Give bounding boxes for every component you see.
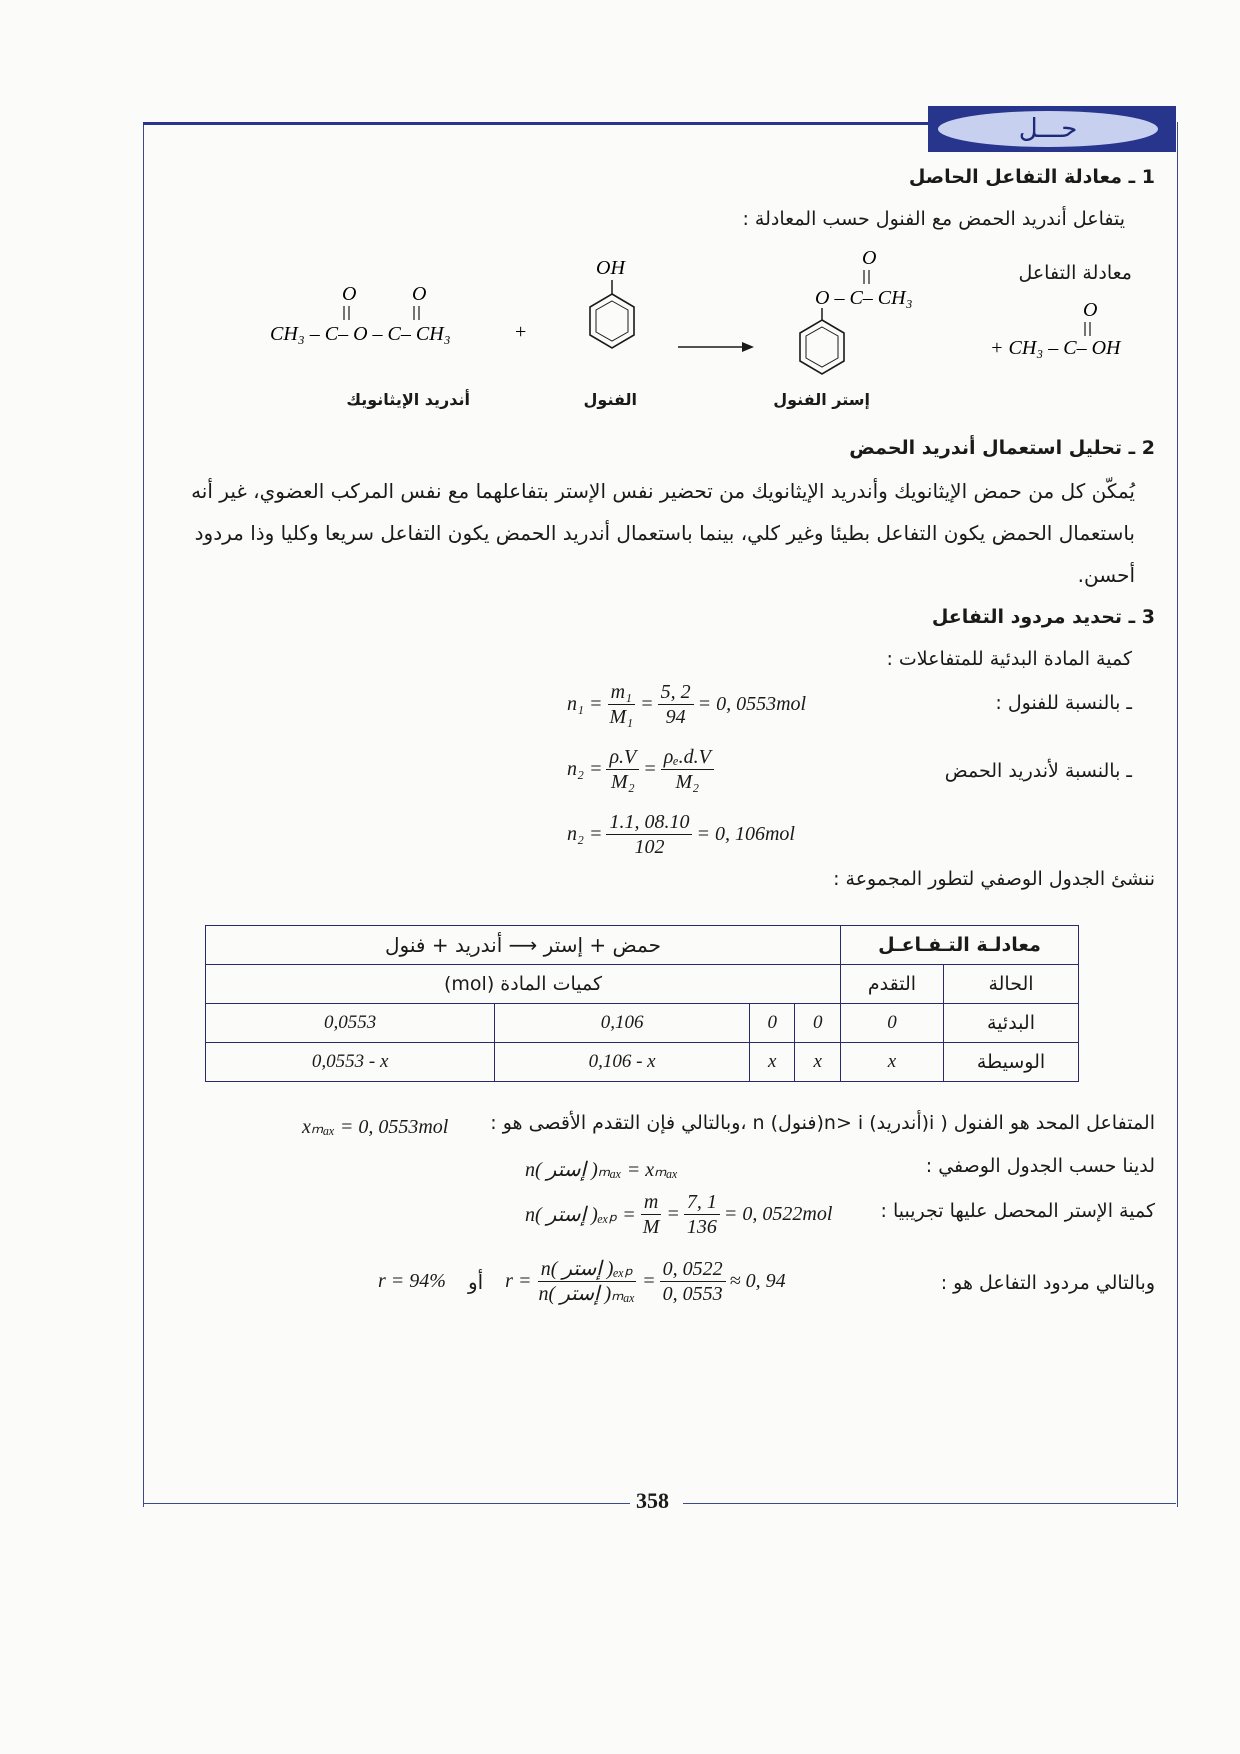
carbonyl-o-1: O (342, 283, 357, 305)
section1-heading: 1 ـ معادلة التفاعل الحاصل (908, 166, 1155, 188)
anhydride-cell: 0,106 - x (495, 1043, 750, 1082)
n2b-num: 1.1, 08.10 (606, 810, 692, 835)
n1-lhs: n₁ = (567, 693, 603, 715)
n1-result: = 0, 0553mol (697, 693, 807, 715)
section2-heading: 2 ـ تحليل استعمال أندريد الحمض (849, 437, 1155, 459)
r-den2: 0, 0553 (662, 1283, 723, 1305)
table-intro: ننشئ الجدول الوصفي لتطور المجموعة : (833, 868, 1155, 890)
nexp-den: M (642, 1216, 660, 1238)
nexp-num: m (641, 1190, 661, 1215)
phenol-cell: 0,0553 (206, 1004, 495, 1043)
nexp-equation: n( إستر )ₑₓₚ = $\frac{m}{M}$ = $\frac{7, 1}{136}$ = 0, 0522mol (525, 1191, 833, 1238)
n2-num2: ρₑ.d.V (661, 745, 714, 770)
quantities-header: كميات المادة (mol) (206, 965, 841, 1004)
solution-badge-label: حـــل (938, 111, 1158, 147)
for-phenol-label: ـ بالنسبة للفنول : (995, 692, 1132, 714)
r-den: n( إستر )ₘₐₓ (538, 1283, 636, 1305)
plus-sign: + (515, 321, 527, 343)
n1-den: M₁ (609, 706, 634, 728)
nmax-equation: n( إستر )ₘₐₓ = xₘₐₓ (525, 1159, 679, 1181)
phenol-ring (590, 294, 634, 348)
carbonyl-o-2: O (412, 283, 427, 305)
table-row (206, 1043, 1079, 1082)
or-word: أو (467, 1269, 484, 1294)
nexp-result: = 0, 0522mol (723, 1203, 833, 1225)
experimental-label: كمية الإستر المحصل عليها تجريبيا : (880, 1200, 1155, 1222)
anhydride-formula: CH₃ – C– O – C– CH₃ (270, 323, 451, 345)
section2-line2: باستعمال الحمض يكون التفاعل بطيئا وغير كلي، بينما باستعمال أندريد الحمض يكون التفاعل سريعا وكليا وذا مردود (194, 521, 1135, 545)
n1-num: m₁ (608, 680, 635, 705)
section2-line1: يُمكّن كل من حمض الإيثانويك وأندريد الإيثانويك من تحضير نفس الإستر بتفاعلهما مع نفس المركب العضوي، غير أنه (191, 479, 1135, 503)
anhydride-cell: 0,106 (495, 1004, 750, 1043)
ester-cell: 0 (749, 1004, 794, 1043)
nexp-den2: 136 (686, 1216, 717, 1238)
yield-label: وبالتالي مردود التفاعل هو : (940, 1272, 1155, 1294)
reaction-scheme (260, 250, 1160, 380)
table-says-text: لدينا حسب الجدول الوصفي : (925, 1155, 1155, 1177)
section3-heading: 3 ـ تحديد مردود التفاعل (931, 606, 1155, 628)
progress-cell: x (841, 1043, 944, 1082)
footer-rule-left (143, 1503, 630, 1504)
footer-rule-right (683, 1503, 1176, 1504)
ester-ring (800, 320, 844, 374)
n2-equation: n₂ = $\frac{\rho.V}{\text{M₂}}$ = $\frac{\text{ρₑ.d.V}}{\text{M₂}}$ (567, 745, 718, 794)
n2-den2: M₂ (675, 771, 700, 793)
equation-header: معادلـة التـفـاعـل (841, 926, 1079, 965)
phenol-oh: OH (596, 257, 625, 279)
progress-table (205, 925, 1079, 1082)
equation-cell: حمض + إستر ⟶ أندريد + فنول (206, 926, 841, 965)
r-percent: r = 94% (378, 1270, 446, 1292)
n1-num2: 5, 2 (658, 680, 694, 705)
anhydride-name: أندريد الإيثانويك (346, 390, 470, 409)
n2-lhs: n₂ = (567, 758, 603, 780)
page-number: 358 (636, 1488, 669, 1513)
phenol-name: الفنول (583, 390, 637, 409)
n2-numeric-equation (567, 810, 795, 859)
r-num: n( إستر )ₑₓₚ (538, 1257, 636, 1282)
ester-cell: x (749, 1043, 794, 1082)
limiting-reagent-text: المتفاعل المحد هو الفنول ( i(أندريد) n> i(فنول) n ،وبالتالي فإن التقدم الأقصى هو : (490, 1112, 1155, 1134)
phenol-cell: 0,0553 - x (206, 1043, 495, 1082)
yield-equation: r = 94% أو r = $\frac{\text{n( إستر )ₑₓₚ}}{\text{n( إستر )ₘₐₓ}}$ = $\frac{0, 0522}{0, 0553}$ ≈ 0, 94 (378, 1258, 786, 1305)
reaction-label: معادلة التفاعل (1018, 262, 1132, 284)
progress-header: التقدم (841, 965, 944, 1004)
n2-num: ρ.V (606, 745, 639, 770)
ester-formula: O – C– CH₃ (815, 287, 913, 309)
n2b-lhs: n₂ = (567, 823, 603, 845)
r-lhs: r = (505, 1270, 532, 1292)
acid-cell: 0 (795, 1004, 841, 1043)
acid-cell: x (795, 1043, 841, 1082)
top-rule (143, 122, 933, 125)
n2-den: M₂ (611, 771, 635, 793)
section1-intro: يتفاعل أندريد الحمض مع الفنول حسب المعادلة : (742, 208, 1125, 230)
ester-name: إستر الفنول (773, 390, 870, 409)
n1-equation: n₁ = $\frac{\text{m₁}}{\text{M₁}}$ = $\frac{5, 2}{94}$ = 0, 0553mol (567, 681, 807, 728)
section2-line3: أحسن. (1077, 563, 1135, 587)
table-row (206, 1004, 1079, 1043)
n2b-den: 102 (634, 836, 665, 858)
xmax-equation: xₘₐₓ = 0, 0553mol (302, 1116, 449, 1138)
initial-quantity-label: كمية المادة البدئية للمتفاعلات : (886, 648, 1132, 670)
n1-den2: 94 (665, 706, 686, 728)
state-header: الحالة (944, 965, 1079, 1004)
nexp-lhs: n( إستر )ₑₓₚ = (525, 1204, 636, 1226)
r-num2: 0, 0522 (660, 1257, 726, 1282)
state-cell: البدئية (944, 1004, 1079, 1043)
ester-carbonyl-o: O (862, 250, 877, 269)
r-result: ≈ 0, 94 (729, 1270, 786, 1292)
progress-cell: 0 (841, 1004, 944, 1043)
state-cell: الوسيطة (944, 1043, 1079, 1082)
nexp-num2: 7, 1 (684, 1190, 720, 1215)
for-anhydride-label: ـ بالنسبة لأندريد الحمض (944, 760, 1132, 782)
acid-formula: + CH₃ – C– OH (990, 337, 1121, 359)
acid-carbonyl-o: O (1083, 299, 1098, 321)
n2b-result: = 0, 106mol (696, 823, 795, 845)
